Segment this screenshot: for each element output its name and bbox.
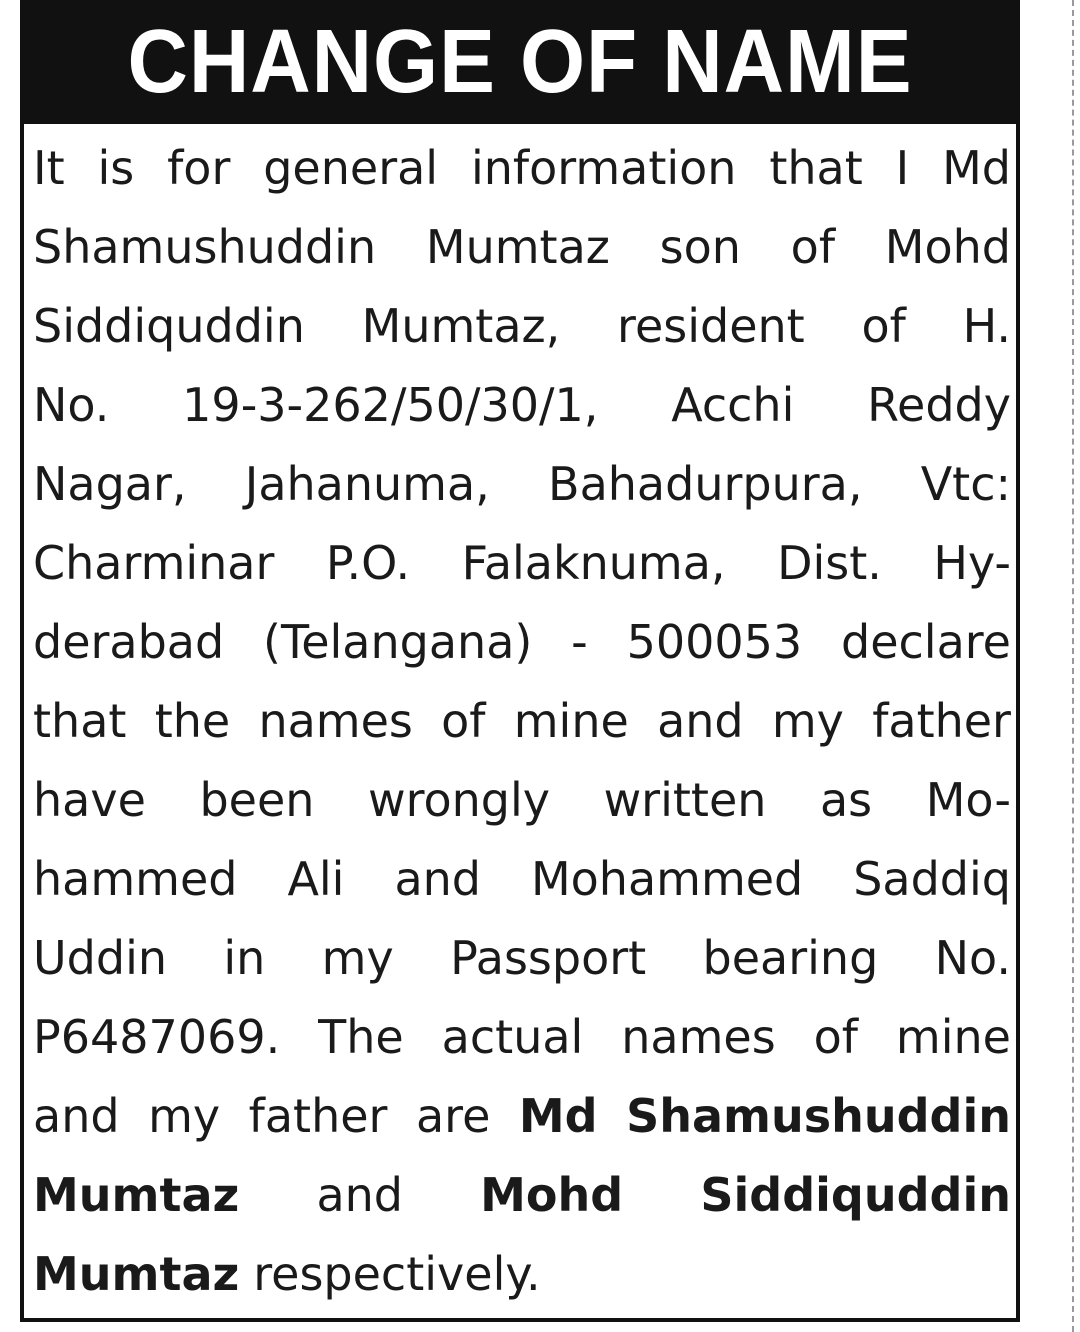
notice-word: Passport (450, 931, 647, 985)
notice-line (33, 840, 1011, 919)
notice-body (33, 129, 1011, 1314)
notice-word: respectively. (253, 1247, 541, 1301)
notice-word: father (248, 1089, 388, 1143)
notice-word: my (771, 694, 844, 748)
notice-word: in (223, 931, 266, 985)
notice-word: (Telangana) (263, 615, 533, 669)
notice-word: wrongly (367, 773, 550, 827)
notice-word: names (258, 694, 413, 748)
notice-word: Siddiquddin (33, 299, 305, 353)
notice-word: and (657, 694, 744, 748)
notice-line (33, 1235, 1011, 1314)
notice-word: Vtc: (920, 457, 1011, 511)
notice-line (33, 366, 1011, 445)
notice-word: is (97, 141, 135, 195)
notice-line (33, 761, 1011, 840)
notice-word: Acchi (671, 378, 795, 432)
notice-word: Md (942, 141, 1011, 195)
notice-word: mine (895, 1010, 1011, 1064)
notice-word: Saddiq (853, 852, 1011, 906)
notice-word: 500053 (626, 615, 803, 669)
notice-word: Mohd (884, 220, 1011, 274)
notice-word: Nagar, (33, 457, 187, 511)
notice-word: and (394, 852, 481, 906)
notice-word: Bahadurpura, (548, 457, 863, 511)
notice-word: hammed (33, 852, 238, 906)
notice-line (33, 1156, 1011, 1235)
notice-word: Ali (287, 852, 345, 906)
notice-word: for (167, 141, 231, 195)
notice-word: Mumtaz, (361, 299, 561, 353)
notice-word: It (33, 141, 65, 195)
notice-word: Hy- (933, 536, 1011, 590)
notice-header (24, 0, 1016, 124)
notice-word: Shamushuddin (33, 220, 377, 274)
father-name-bold: Mohd (480, 1168, 624, 1222)
notice-word: have (33, 773, 146, 827)
notice-line (33, 208, 1011, 287)
actual-name-bold: Mumtaz (33, 1168, 240, 1222)
notice-word: actual (441, 1010, 584, 1064)
notice-word: mine (513, 694, 629, 748)
notice-word: P.O. (325, 536, 411, 590)
notice-word: father (872, 694, 1011, 748)
notice-word: Mumtaz (425, 220, 610, 274)
notice-word: my (148, 1089, 221, 1143)
notice-word: derabad (33, 615, 225, 669)
notice-word: that (33, 694, 127, 748)
notice-word: Jahanuma, (244, 457, 490, 511)
notice-word: been (199, 773, 315, 827)
notice-line (33, 129, 1011, 208)
notice-word: of (813, 1010, 858, 1064)
notice-word: Dist. (777, 536, 882, 590)
notice-word: Mo- (925, 773, 1011, 827)
notice-word: the (154, 694, 231, 748)
notice-word: declare (841, 615, 1011, 669)
notice-word: No. (934, 931, 1011, 985)
notice-word: resident (617, 299, 805, 353)
notice-word: 19-3-262/50/30/1, (182, 378, 599, 432)
notice-word: The (318, 1010, 404, 1064)
notice-word: are (415, 1089, 491, 1143)
notice-word: my (321, 931, 394, 985)
notice-word: Charminar (33, 536, 275, 590)
notice-line (33, 998, 1011, 1077)
notice-line (33, 603, 1011, 682)
notice-title: CHANGE OF NAME (127, 12, 913, 112)
notice-line (33, 287, 1011, 366)
notice-word: of (790, 220, 836, 274)
change-of-name-notice (20, 0, 1020, 1322)
notice-line (33, 682, 1011, 761)
notice-word: P6487069. (33, 1010, 281, 1064)
dashed-cut-line (1072, 0, 1074, 1332)
notice-word: as (819, 773, 873, 827)
father-name-bold: Mumtaz (33, 1247, 240, 1301)
notice-word: and (316, 1168, 403, 1222)
notice-word: Falaknuma, (461, 536, 726, 590)
notice-word: general (263, 141, 439, 195)
notice-word: No. (33, 378, 110, 432)
actual-name-bold: Md (518, 1089, 598, 1143)
notice-word: Uddin (33, 931, 168, 985)
notice-word: son (659, 220, 741, 274)
notice-word: - (571, 615, 588, 669)
notice-line (33, 524, 1011, 603)
notice-word: I (895, 141, 910, 195)
notice-word: Reddy (867, 378, 1011, 432)
notice-word: that (769, 141, 863, 195)
father-name-bold: Siddiquddin (700, 1168, 1011, 1222)
notice-word: bearing (702, 931, 879, 985)
notice-word: written (603, 773, 767, 827)
notice-line (33, 445, 1011, 524)
notice-word: Mohammed (530, 852, 804, 906)
notice-word: H. (962, 299, 1011, 353)
notice-word: and (33, 1089, 120, 1143)
notice-word: names (621, 1010, 776, 1064)
actual-name-bold: Shamushuddin (626, 1089, 1011, 1143)
notice-line (33, 919, 1011, 998)
notice-word: of (441, 694, 486, 748)
notice-word: information (470, 141, 737, 195)
notice-word: of (861, 299, 906, 353)
notice-line (33, 1077, 1011, 1156)
